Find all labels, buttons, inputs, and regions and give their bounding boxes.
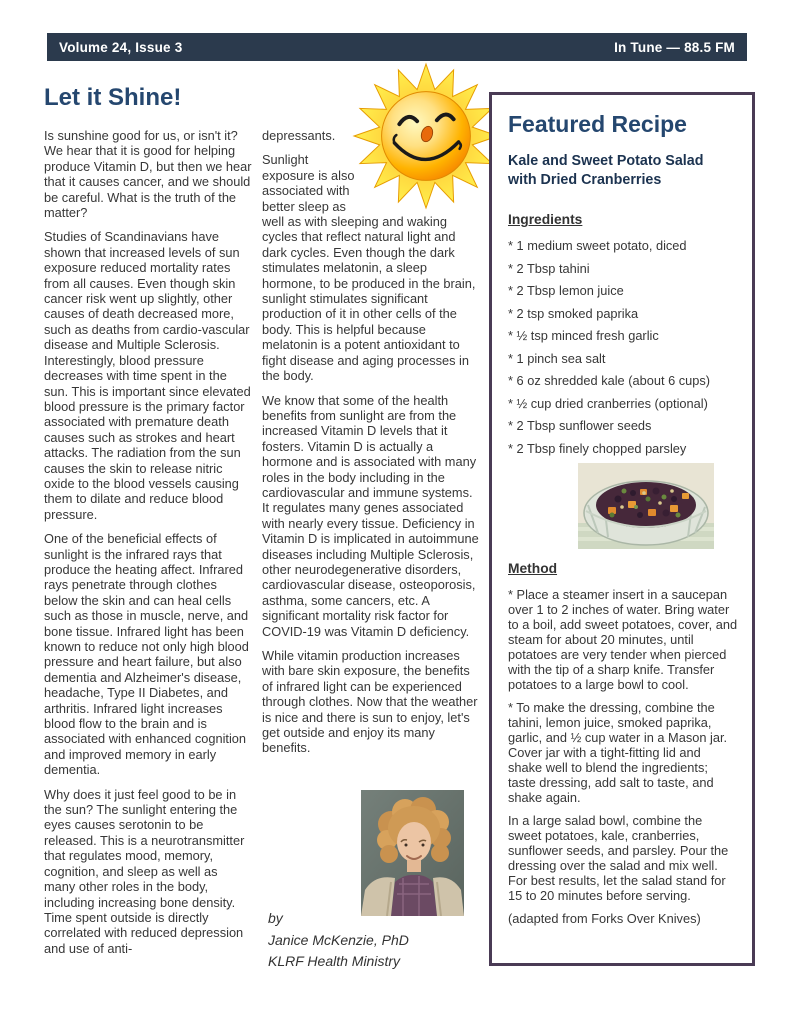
- article-paragraph: Sunlight exposure is also associated with better sleep as well as with sleeping and waking cycles that reflect natural light and dark cycles. Even though the dark stimulates melatonin, a sleep hormone, to be produced in the brain, sunlight stimulates significant production of it in other cells of the body. This is helpful because melatonin is a potent antioxidant to fight disease and aging processes in the body.: [262, 152, 476, 384]
- article-paragraph: Is sunshine good for us, or isn't it? We hear that it is good for helping produce Vitamin D, but then we hear that it causes cancer, and we should be careful. What is the truth of the matter?: [44, 128, 252, 221]
- ingredient-item: * 6 oz shredded kale (about 6 cups): [508, 373, 711, 388]
- ingredient-item: * 2 tsp smoked paprika: [508, 305, 639, 321]
- ingredients-heading: Ingredients: [508, 212, 583, 227]
- byline-author: Janice McKenzie, PhD: [268, 931, 409, 948]
- recipe-box-title: Featured Recipe: [508, 111, 687, 137]
- ingredient-item: * ½ tsp minced fresh garlic: [508, 328, 659, 343]
- recipe-credit: (adapted from Forks Over Knives): [508, 911, 701, 926]
- recipe-dish-name: Kale and Sweet Potato Salad with Dried Cranberries: [508, 153, 704, 188]
- ingredient-item: * 1 medium sweet potato, diced: [508, 238, 687, 253]
- page-header-bar: [47, 33, 747, 61]
- article-title: Let it Shine!: [44, 84, 182, 111]
- method-steps: [508, 587, 738, 926]
- article-paragraph: We know that some of the health benefits from sunlight are from the increased Vitamin D levels that it fosters. Vitamin D is actually a hormone and is associated with many roles in the body including in the cardiovascular and immune systems. It regulates many genes associated with nearly every tissue. Deficiency in Vitamin D is implicated in autoimmune diseases including Multiple Sclerosis, other neurodegenerative disorders, cardiovascular disease, osteoporosis, asthma, some cancers, etc. A significant mortality risk factor for COVID-19 was Vitamin D deficiency.: [262, 392, 479, 639]
- article-column-2: [262, 128, 481, 765]
- method-step: * To make the dressing, combine the tahini, lemon juice, smoked paprika, garlic, and ½ cup water in a Mason jar. Cover jar with a tight-fitting lid and shake well to blend the ingredients; taste dressing, add salt to taste, and shake again.: [508, 700, 728, 805]
- method-step: * Place a steamer insert in a saucepan over 1 to 2 inches of water. Bring water to a boil, add sweet potatoes, cover, and steam for about 20 minutes, until potatoes are very tender when pierced with the tip of a sharp knife. Transfer potatoes to a large bowl to cool.: [508, 587, 738, 692]
- article-paragraph: While vitamin production increases with bare skin exposure, the benefits of infrared light can be experienced through clothes. Now that the weather is nice and there is sun to enjoy, let's get outside and enjoy its many benefits.: [262, 648, 478, 756]
- issue-label: Volume 24, Issue 3: [59, 39, 183, 55]
- byline: [268, 908, 409, 973]
- salad-photo: [578, 463, 714, 549]
- ingredient-item: * 1 pinch sea salt: [508, 350, 606, 366]
- method-section: [508, 561, 738, 926]
- method-step: In a large salad bowl, combine the sweet potatoes, kale, cranberries, sunflower seeds, and parsley. Pour the dressing over the salad and mix well. For best results, let the salad stand for 15 to 20 minutes before serving.: [508, 813, 729, 903]
- ingredient-item: * 2 Tbsp sunflower seeds: [508, 418, 652, 433]
- sun-icon: [352, 62, 500, 210]
- article-paragraph: Studies of Scandinavians have shown that increased levels of sun exposure reduced mortality rates from all causes. Even though skin cancer risk went up slightly, other causes of death decreased more, such as deaths from cardio-vascular disease and Multiple Sclerosis. Interestingly, blood pressure decreases with time spent in the sun. This is important since elevated blood pressure is the primary factor associated with premature death causes such as strokes and heart attacks. The radiation from the sun causes the skin to release nitric oxide to the blood vessels causing them to dilate and reduce blood pressure.: [44, 229, 251, 522]
- article-paragraph: depressants.: [262, 128, 336, 143]
- method-heading: Method: [508, 561, 558, 576]
- article-paragraph: Why does it just feel good to be in the sun? The sunlight entering the eyes causes serotonin to be released. This is a neurotransmitter that regulates mood, memory, cognition, and sleep as well as many other roles in the body, including increasing bone density. Time spent outside is directly correlated with reduced depression and use of anti-: [44, 786, 245, 956]
- byline-prefix: by: [268, 910, 283, 926]
- byline-organization: KLRF Health Ministry: [268, 953, 401, 969]
- ingredient-item: * 2 Tbsp tahini: [508, 260, 590, 276]
- smiling-sun-illustration: [352, 62, 500, 210]
- ingredient-item: * ½ cup dried cranberries (optional): [508, 395, 708, 411]
- article-column-1: [44, 128, 252, 965]
- featured-recipe-box: [489, 92, 755, 966]
- station-label: In Tune — 88.5 FM: [614, 39, 735, 55]
- article-paragraph: One of the beneficial effects of sunlight is the infrared rays that produce the heating affect. Infrared rays penetrate through clothes below the skin and can heal cells such as those in muscle, nerve, and bone tissue. Infrared light has been known to reduce not only high blood pressure and heart failure, but also dementia and Alzheimer's disease, headache, Type II Diabetes, and arthritis. Infrared light increases blood flow to the brain and is associated with enhanced cognition and improved memory in early dementia.: [44, 531, 249, 778]
- ingredients-list: [508, 238, 738, 456]
- author-photo: [361, 790, 464, 916]
- ingredient-item: * 2 Tbsp lemon juice: [508, 283, 624, 298]
- ingredient-item: * 2 Tbsp finely chopped parsley: [508, 440, 687, 456]
